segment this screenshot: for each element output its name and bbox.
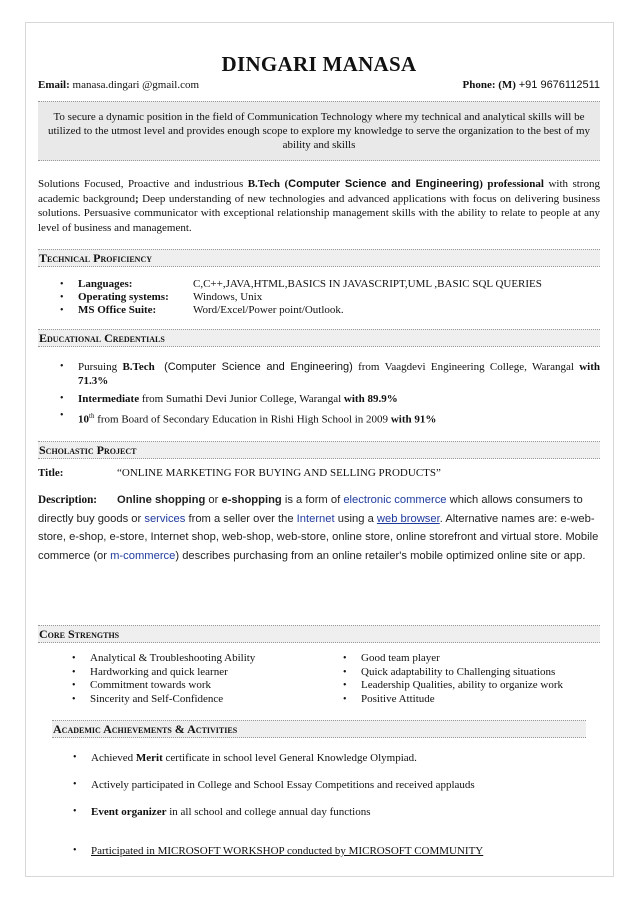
skill-value: Windows, Unix: [193, 291, 263, 303]
email-label: Email:: [38, 79, 70, 91]
list-item: • Commitment towards work: [90, 679, 340, 693]
list-item: • Positive Attitude: [361, 693, 600, 707]
list-item: • Sincerity and Self-Confidence: [90, 693, 340, 707]
desc-text: is a form of: [281, 494, 344, 506]
objective-box: To secure a dynamic position in the field of Communication Technology where my technical and analytical skills will be utilized to the utmost level and provides enough scope to explore my knowledge to serve the organization to the best of my ability and skills: [38, 101, 600, 161]
ach-text: certificate in school level General Knowledge Olympiad.: [162, 752, 417, 764]
project-title: “ONLINE MARKETING FOR BUYING AND SELLING PRODUCTS”: [117, 467, 441, 479]
summary-branch: Computer Science and Engineering: [288, 178, 480, 190]
section-academic-achievements: Academic Achievements & Activities: [52, 720, 586, 738]
link-m-commerce[interactable]: m-commerce: [110, 549, 176, 562]
phone-label: Phone: (M): [462, 79, 516, 91]
strengths-left-list: [90, 652, 340, 706]
technical-list: [78, 278, 598, 317]
list-item: [78, 304, 598, 317]
desc-bold: e-shopping: [221, 494, 282, 506]
education-list: [78, 360, 600, 427]
project-description-label: Description:: [38, 494, 98, 506]
list-item: [78, 409, 600, 427]
edu-degree: B.Tech: [122, 361, 155, 373]
list-item: [78, 360, 600, 388]
achievements-list: [91, 751, 600, 858]
link-electronic-commerce[interactable]: electronic commerce: [343, 494, 447, 506]
edu-score: with 91%: [390, 413, 437, 426]
email-block: [38, 79, 199, 91]
profile-summary: [38, 177, 600, 235]
desc-text: . Alternative names are: e-web-store, e-shop, e-store, Internet shop, web-shop, web-store, online store, online storefront and virtual store. Mobile commerce (or: [38, 512, 599, 562]
list-item: [78, 392, 600, 406]
section-core-strengths: Core Strengths: [38, 625, 600, 643]
phone-value: +91 9676112511: [518, 79, 600, 91]
link-services[interactable]: services: [144, 512, 186, 525]
summary-text-2: with strong academic background: [38, 178, 601, 205]
edu-text: from Vaagdevi Engineering College, Warangal: [352, 361, 580, 373]
project-title-row: [38, 467, 63, 479]
skill-value: Word/Excel/Power point/Outlook.: [193, 304, 344, 316]
desc-text: using a: [334, 512, 377, 525]
project-title-label: Title:: [38, 467, 64, 479]
list-item: • Hardworking and quick learner: [90, 666, 340, 680]
summary-text: Solutions Focused, Proactive and industrious: [38, 178, 248, 190]
section-scholastic-project: Scholastic Project: [38, 441, 600, 459]
summary-text-3: Deep understanding of new technologies and advanced applications with focus on delivering business solutions. Persuasive communicator with exceptional relationship management skills with the ability to relate to people at any level of business and management.: [38, 192, 600, 234]
ach-bold: Event organizer: [91, 806, 167, 818]
section-technical-proficiency: Technical Proficiency: [38, 249, 600, 267]
desc-text: or: [205, 494, 222, 506]
summary-semicolon: ;: [134, 192, 139, 205]
ach-text: Achieved: [91, 752, 136, 764]
desc-bold: Online shopping: [117, 494, 206, 506]
list-item: • Good team player: [361, 652, 600, 666]
desc-text: from a seller over the: [185, 512, 297, 525]
list-item: [91, 805, 600, 819]
skill-sep: :: [165, 291, 169, 303]
desc-text: ) describes purchasing from an online retailer's mobile optimized online site or app.: [175, 549, 586, 562]
list-item: [91, 751, 600, 765]
project-description: [38, 491, 600, 565]
edu-text: Pursuing: [78, 361, 123, 373]
summary-professional: professional: [487, 178, 544, 190]
edu-text: from Board of Secondary Education in Rishi High School in 2009: [94, 413, 391, 426]
list-item: [78, 291, 598, 304]
phone-block: [463, 79, 600, 91]
list-item: • Actively participated in College and School Essay Competitions and received applauds: [91, 778, 600, 792]
edu-branch: (Computer Science and Engineering): [164, 361, 353, 373]
list-item: • Analytical & Troubleshooting Ability: [90, 652, 340, 666]
list-item: [78, 278, 598, 291]
edu-text: from Sumathi Devi Junior College, Warangal: [139, 393, 344, 405]
summary-paren-close: ): [479, 178, 488, 190]
edu-level: Intermediate: [78, 393, 140, 405]
skill-key: Languages: [78, 278, 129, 290]
contact-row: [38, 79, 600, 95]
summary-degree: B.Tech: [247, 178, 281, 190]
edu-sup: th: [89, 412, 95, 420]
ach-bold: Merit: [135, 752, 163, 764]
link-internet[interactable]: Internet: [296, 512, 335, 525]
skill-key: Operating systems: [78, 291, 166, 303]
edu-score: with 89.9%: [343, 393, 398, 405]
list-item: • Quick adaptability to Challenging situations: [361, 666, 600, 680]
summary-paren-open: (: [280, 178, 289, 190]
candidate-name: DINGARI MANASA: [221, 52, 417, 76]
skill-sep: :: [128, 278, 133, 290]
edu-level: 10: [78, 413, 89, 426]
list-item: • Participated in MICROSOFT WORKSHOP conducted by MICROSOFT COMMUNITY: [91, 844, 600, 858]
strengths-right-list: [361, 652, 600, 706]
link-web-browser[interactable]: web browser: [376, 512, 440, 525]
desc-text: which allows consumers to directly buy goods or: [38, 494, 583, 525]
list-item: • Leadership Qualities, ability to organize work: [361, 679, 600, 693]
email-value[interactable]: manasa.dingari @gmail.com: [72, 79, 200, 91]
skill-value: C,C++,JAVA,HTML,BASICS IN JAVASCRIPT,UML ,BASIC SQL QUERIES: [193, 278, 542, 290]
section-educational-credentials: Educational Credentials: [38, 329, 600, 347]
ach-text: in all school and college annual day functions: [166, 806, 371, 818]
skill-key: MS Office Suite:: [78, 304, 157, 316]
edu-score: with 71.3%: [78, 361, 600, 387]
